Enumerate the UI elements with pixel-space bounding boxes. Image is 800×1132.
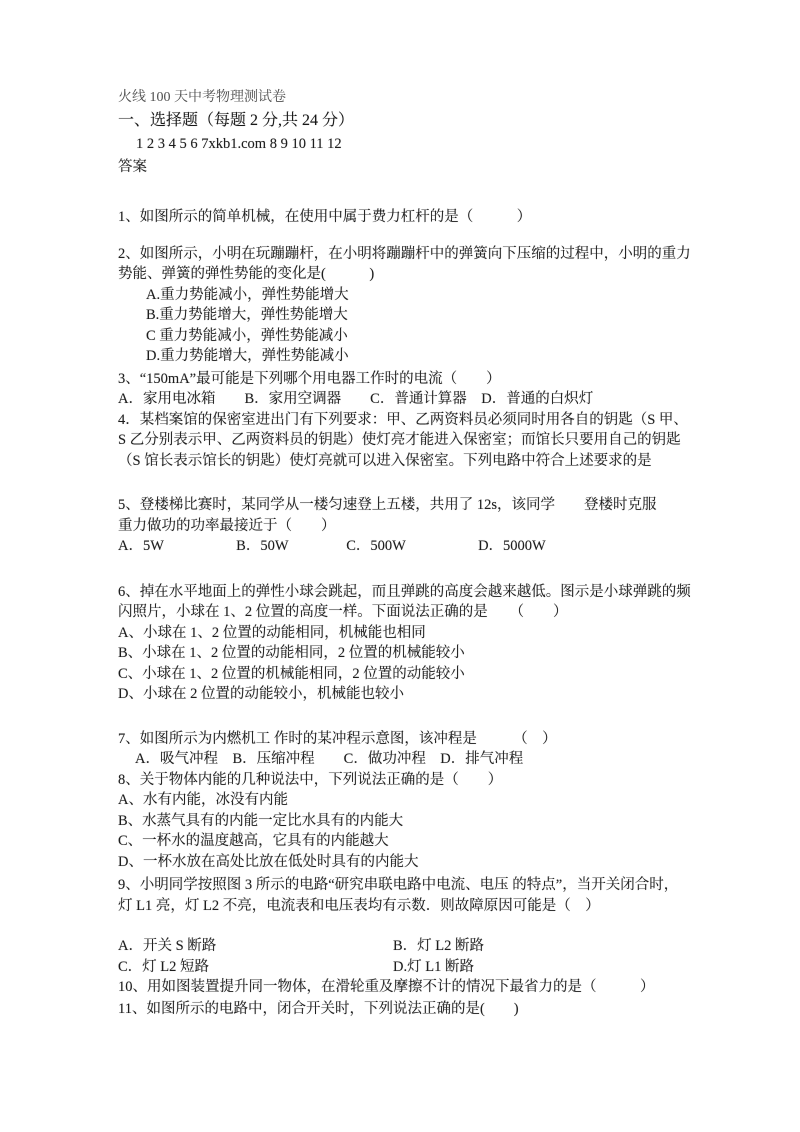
question-8-option-a: A、水有内能，冰没有内能: [118, 792, 288, 808]
question-5-options: A．5W B．50W C．500W D．5000W: [118, 538, 546, 554]
question-11: 11、如图所示的电路中，闭合开关时，下列说法正确的是( ): [118, 1000, 519, 1017]
question-9-options-cd-left: C．灯 L2 短路: [118, 958, 210, 975]
question-2-option-b: B.重力势能增大，弹性势能增大: [146, 307, 348, 323]
question-2-option-a: A.重力势能减小，弹性势能增大: [146, 286, 349, 303]
question-1: 1、如图所示的简单机械，在使用中属于费力杠杆的是（ ）: [118, 209, 532, 225]
question-9-options-ab-left: A．开关 S 断路: [118, 938, 217, 954]
question-6-option-a: A、小球在 1、2 位置的动能相同，机械能也相同: [118, 624, 426, 641]
question-6-line-1: 6、掉在水平地面上的弹性小球会跳起，而且弹跳的高度会越来越低。图示是小球弹跳的频: [118, 583, 691, 600]
answer-label: 答案: [118, 158, 147, 175]
document-body: [118, 88, 758, 1019]
question-9-options-ab: [118, 936, 758, 957]
question-4-line-3: （S 馆长表示馆长的钥匙）使灯亮就可以进入保密室。下列电路中符合上述要求的是: [118, 452, 652, 469]
question-10: 10、用如图装置提升同一物体，在滑轮重及摩擦不计的情况下最省力的是（ ）: [118, 979, 655, 995]
question-6-option-b: B、小球在 1、2 位置的动能相同，2 位置的机械能较小: [118, 645, 465, 661]
question-2-line-1: 2、如图所示，小明在玩蹦蹦杆，在小明将蹦蹦杆中的弹簧向下压缩的过程中，小明的重力: [118, 245, 691, 262]
question-8-option-b: B、水蒸气具有的内能一定比水具有的内能大: [118, 812, 404, 829]
question-8: 8、关于物体内能的几种说法中，下列说法正确的是（ ）: [118, 771, 503, 788]
section-heading: 一、选择题（每题 2 分,共 24 分）: [118, 111, 355, 129]
question-4-line-2: S 乙分别表示甲、乙两资料员的钥匙）使灯亮才能进入保密室；而馆长只要用自己的钥匙: [118, 432, 681, 448]
question-3-options: A．家用电冰箱 B．家用空调器 C．普通计算器 D．普通的白炽灯: [118, 391, 594, 407]
question-2-option-c: C 重力势能减小，弹性势能减小: [146, 327, 348, 344]
question-9-options-cd-right: D.灯 L1 断路: [393, 958, 474, 975]
question-9-line-1: 9、小明同学按照图 3 所示的电路“研究串联电路中电流、电压 的特点”，当开关闭合时，: [118, 877, 679, 893]
question-6-line-2: 闪照片，小球在 1、2 位置的高度一样。下面说法正确的是 （ ）: [118, 604, 568, 620]
question-8-option-c: C、一杯水的温度越高，它具有的内能越大: [118, 833, 389, 849]
question-index-row: 1 2 3 4 5 6 7xkb1.com 8 9 10 11 12: [136, 136, 342, 152]
question-2-line-2: 势能、弹簧的弹性势能的变化是( ): [118, 266, 375, 282]
question-7-options: A．吸气冲程 B．压缩冲程 C．做功冲程 D．排气冲程: [135, 751, 524, 767]
question-5-line-2: 重力做功的功率最接近于（ ）: [118, 517, 336, 534]
question-8-option-d: D、一杯水放在高处比放在低处时具有的内能大: [118, 853, 419, 870]
doc-title: 火线 100 天中考物理测试卷: [118, 90, 286, 105]
question-6-option-c: C、小球在 1、2 位置的机械能相同，2 位置的动能较小: [118, 665, 465, 682]
question-3: 3、“150mA”最可能是下列哪个用电器工作时的电流（ ）: [118, 370, 501, 387]
question-7: 7、如图所示为内燃机工 作时的某冲程示意图，该冲程是 （ ）: [118, 730, 557, 747]
question-2-option-d: D.重力势能增大，弹性势能减小: [146, 348, 349, 364]
question-4-line-1: 4．某档案馆的保密室进出门有下列要求：甲、乙两资料员必须同时用各自的钥匙（S 甲、: [118, 411, 688, 428]
question-6-option-d: D、小球在 2 位置的动能较小，机械能也较小: [118, 686, 404, 702]
question-9-options-cd: [118, 957, 758, 978]
question-9-line-2: 灯 L1 亮，灯 L2 不亮，电流表和电压表均有示数．则故障原因可能是（ ）: [118, 897, 600, 914]
question-9-options-ab-right: B．灯 L2 断路: [393, 938, 485, 954]
question-5-line-1: 5、登楼梯比赛时，某同学从一楼匀速登上五楼，共用了 12s，该同学 登楼时克服: [118, 497, 657, 513]
